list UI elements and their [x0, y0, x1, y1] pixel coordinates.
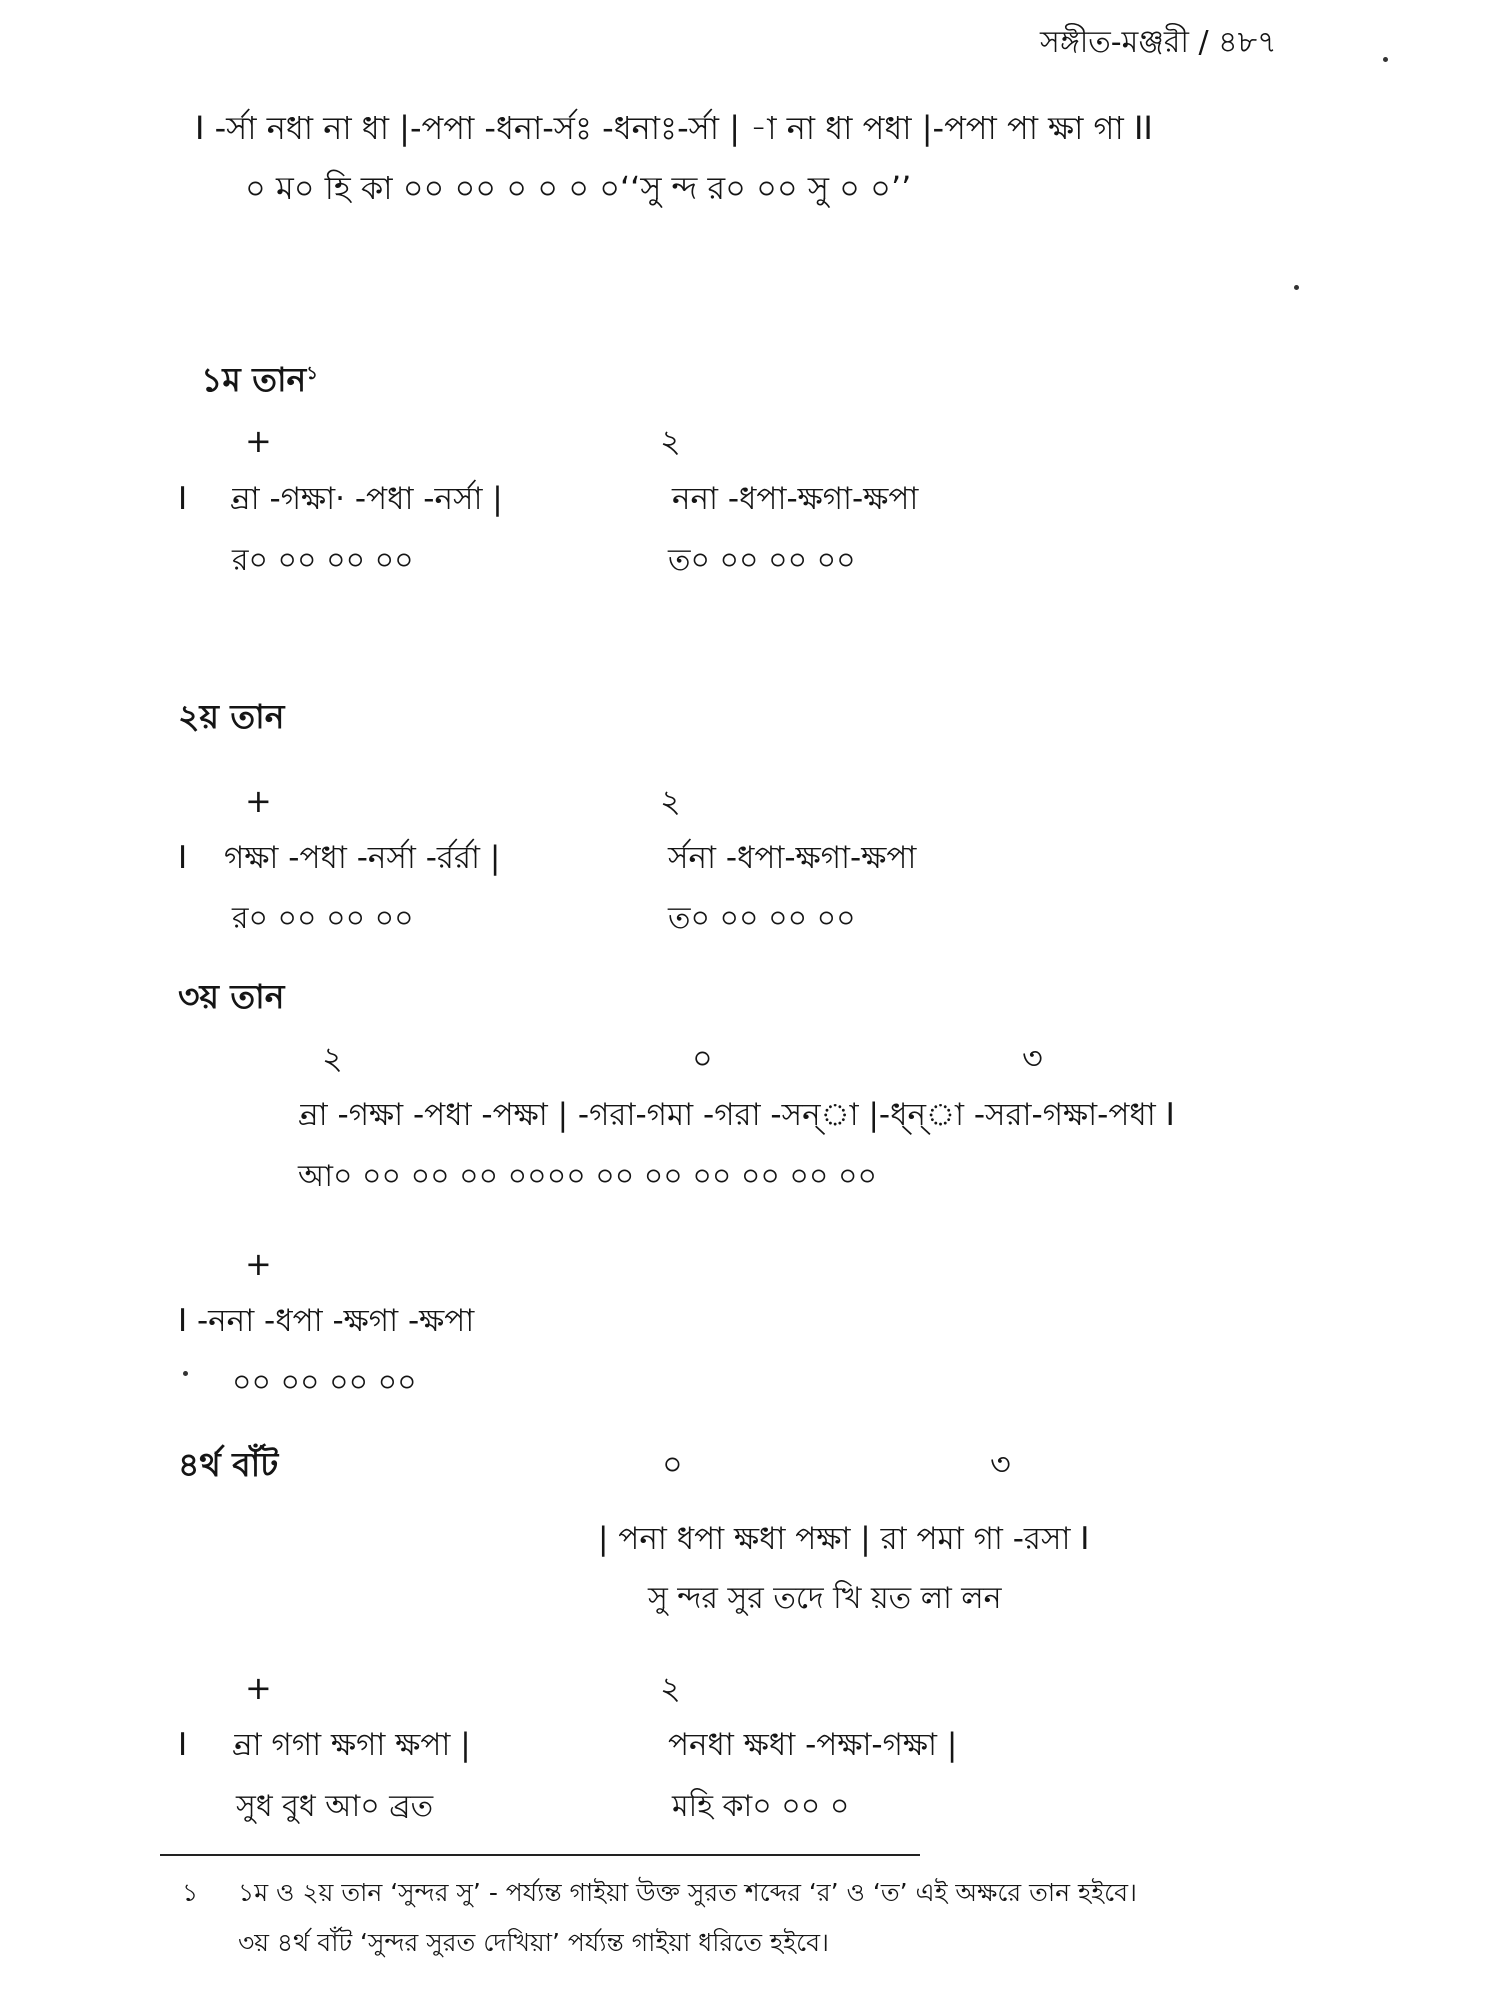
- tan1-heading-text: ১ম তান: [200, 360, 307, 399]
- intro-notation: I -র্সা নধা না ধা |-পপা -ধনা-র্সঃ -ধনাঃ-র্সা | -া না ধা পধা |-পপা পা ক্ষা গা II: [195, 109, 1153, 147]
- tan1-notes-a: ন্রা -গক্ষা· -পধা -নর্সা |: [230, 481, 503, 517]
- tan1-notes-b: ননা -ধপা-ক্ষগা-ক্ষপা: [672, 481, 919, 517]
- footnote-line-1: ১ম ও ২য় তান ‘সুন্দর সু’ - পর্য্যন্ত গাইয়া উক্ত সুরত শব্দের ‘র’ ও ‘ত’ এই অক্ষরে তান হইবে।: [238, 1878, 1137, 1907]
- tan1-footnote-mark: ১: [306, 363, 318, 384]
- footnote-rule: [160, 1854, 920, 1856]
- tan2-heading: ২য় তান: [178, 697, 285, 736]
- bant4-heading: ৪র্থ বাঁট: [178, 1445, 279, 1484]
- tan2-lyrics-b: ত০ ০০ ০০ ০০: [668, 901, 856, 936]
- scan-speck: [1294, 285, 1299, 290]
- bant4-notes: | পনা ধপা ক্ষধা পক্ষা | রা পমা গা -রসা I: [598, 1521, 1090, 1557]
- tan3-notes: ন্রা -গক্ষা -পধা -পক্ষা | -গরা-গমা -গরা -সন্া |-ধ্ন্া -সরা-গক্ষা-পধা I: [298, 1097, 1175, 1133]
- tan1-heading: [178, 330, 318, 399]
- tan1-lyrics-b: ত০ ০০ ০০ ০০: [668, 543, 856, 578]
- scan-speck: [183, 1371, 188, 1376]
- bant4-cont-notes-b: পনধা ক্ষধা -পক্ষা-গক্ষা |: [668, 1727, 958, 1763]
- footnote-number: ১: [182, 1878, 199, 1907]
- intro-lyrics: ০ ম০ হি কা ০০ ০০ ০ ০ ০ ০‘‘সু ন্দ র০ ০০ সু ০ ০’’: [245, 169, 912, 207]
- tan1-mark-2: ২: [660, 422, 681, 460]
- bant4-cont-mark-2: ২: [660, 1669, 681, 1707]
- tan3-mark-2: ২: [322, 1039, 343, 1077]
- scan-speck: [1383, 57, 1388, 62]
- bant4-mark-0: ০: [662, 1445, 683, 1483]
- tan3-lyrics: আ০ ০০ ০০ ০০ ০০০০ ০০ ০০ ০০ ০০ ০০ ০০: [298, 1159, 877, 1194]
- tan2-notes-a: গক্ষা -পধা -নর্সা -র্রর্রা |: [224, 840, 501, 876]
- tan2-mark-2: ২: [660, 782, 681, 820]
- tan1-mark-plus: +: [245, 422, 272, 460]
- tan2-mark-plus: +: [245, 782, 272, 820]
- tan3-cont-notes: I -ননা -ধপা -ক্ষগা -ক্ষপা: [178, 1303, 475, 1339]
- tan1-lyrics-a: র০ ০০ ০০ ০০: [232, 543, 414, 578]
- bant4-cont-notes-a: ন্রা গগা ক্ষগা ক্ষপা |: [232, 1727, 471, 1763]
- page-header: সঙ্গীত-মঞ্জরী / ৪৮৭: [1040, 25, 1277, 60]
- bant4-cont-lyrics-a: সুধ বুধ আ০ ব্রত: [236, 1789, 434, 1824]
- tan2-bar: I: [178, 840, 188, 876]
- bant4-cont-mark-plus: +: [245, 1669, 272, 1707]
- tan2-lyrics-a: র০ ০০ ০০ ০০: [232, 901, 414, 936]
- tan3-cont-mark-plus: +: [245, 1245, 272, 1283]
- tan3-mark-3: ৩: [1022, 1039, 1043, 1077]
- bant4-lyrics: সু ন্দর সুর তদে খি য়ত লা লন: [648, 1581, 1002, 1616]
- tan2-notes-b: র্সনা -ধপা-ক্ষগা-ক্ষপা: [668, 840, 917, 876]
- tan1-bar: I: [178, 481, 188, 517]
- tan3-mark-0: ০: [692, 1039, 713, 1077]
- tan3-heading: ৩য় তান: [178, 977, 285, 1016]
- bant4-cont-lyrics-b: মহি কা০ ০০ ০: [672, 1789, 850, 1824]
- footnote-line-2: ৩য় ৪র্থ বাঁট ‘সুন্দর সুরত দেখিয়া’ পর্য্যন্ত গাইয়া ধরিতে হইবে।: [238, 1928, 829, 1957]
- bant4-mark-3: ৩: [990, 1445, 1011, 1483]
- tan3-cont-lyrics: ০০ ০০ ০০ ০০: [232, 1365, 417, 1400]
- bant4-cont-bar: I: [178, 1727, 188, 1763]
